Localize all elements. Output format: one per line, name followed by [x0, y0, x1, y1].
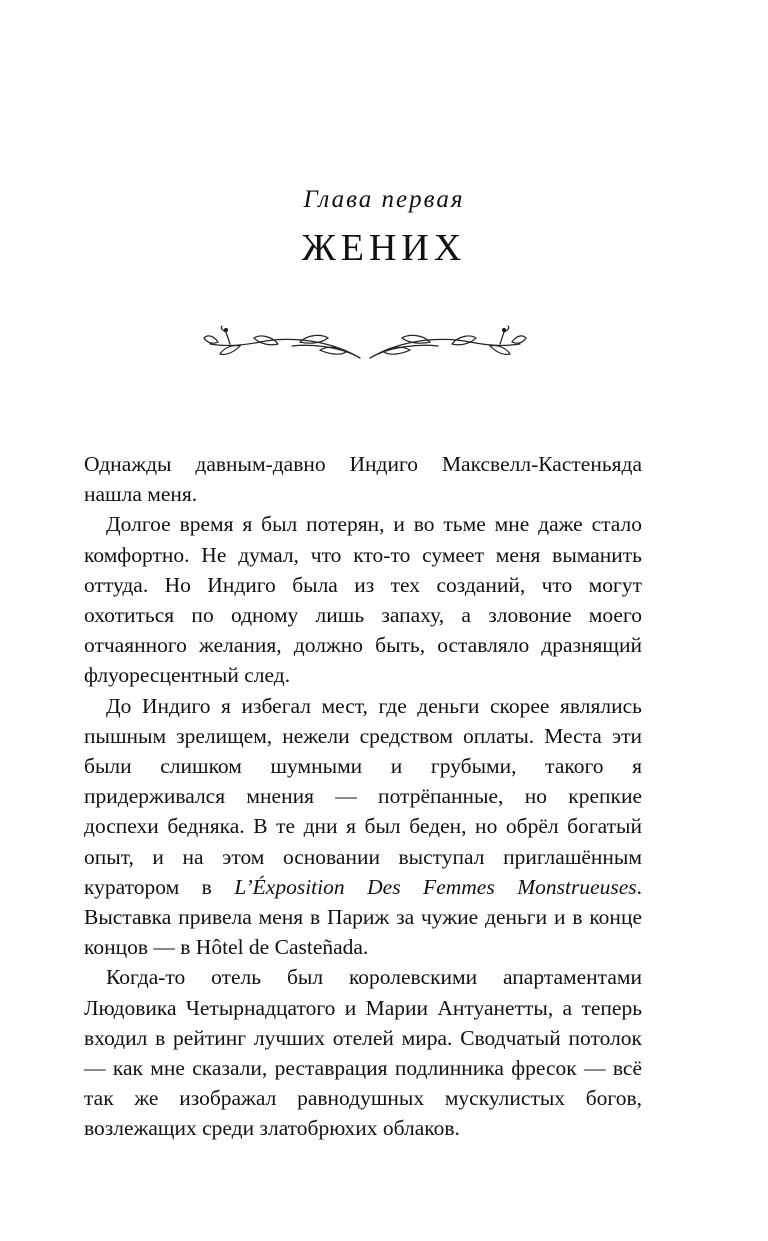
paragraph-text: . Выставка привела меня в Париж за чужие деньги и в конце концов — в Hôtel de Casteñada. [84, 874, 643, 960]
paragraph: Долгое время я был потерян, и во тьме мне даже стало комфортно. Не думал, что кто-то сумеет меня выманить оттуда. Но Индиго была из тех созданий, что могут охотиться по одному лишь запаху, а зловоние моего отчаянного желания, должно быть, оставляло дразнящий флуоресцентный след. [84, 512, 642, 688]
chapter-body [84, 449, 642, 1144]
paragraph [84, 691, 642, 963]
chapter-title: ЖЕНИХ [301, 227, 467, 269]
paragraph-text: До Индиго я избегал мест, где деньги скорее являлись пышным зрелищем, нежели средством оплаты. Места эти были слишком шумными и грубыми, такого я придерживался мнения — потрёпанные, но крепкие доспехи бедняка. В те дни я был беден, но обрёл богатый опыт, и на этом основании выступал приглашённым куратором в [84, 693, 642, 899]
chapter-label: Глава первая [303, 186, 465, 213]
exhibition-title: L’Éxposition Des Femmes Monstrueuses [234, 874, 637, 899]
floral-divider-icon [200, 324, 530, 366]
paragraph: Когда-то отель был королевскими апартаментами Людовика Четырнадцатого и Марии Антуанетты, а теперь входил в рейтинг лучших отелей мира. Сводчатый потолок — как мне сказали, реставрация подлинника фресок — всё так же изображал равнодушных мускулистых богов, возлежащих среди златобрюхих облаков. [84, 965, 642, 1141]
paragraph: Однажды давным-давно Индиго Максвелл-Кастеньяда нашла меня. [84, 452, 642, 507]
